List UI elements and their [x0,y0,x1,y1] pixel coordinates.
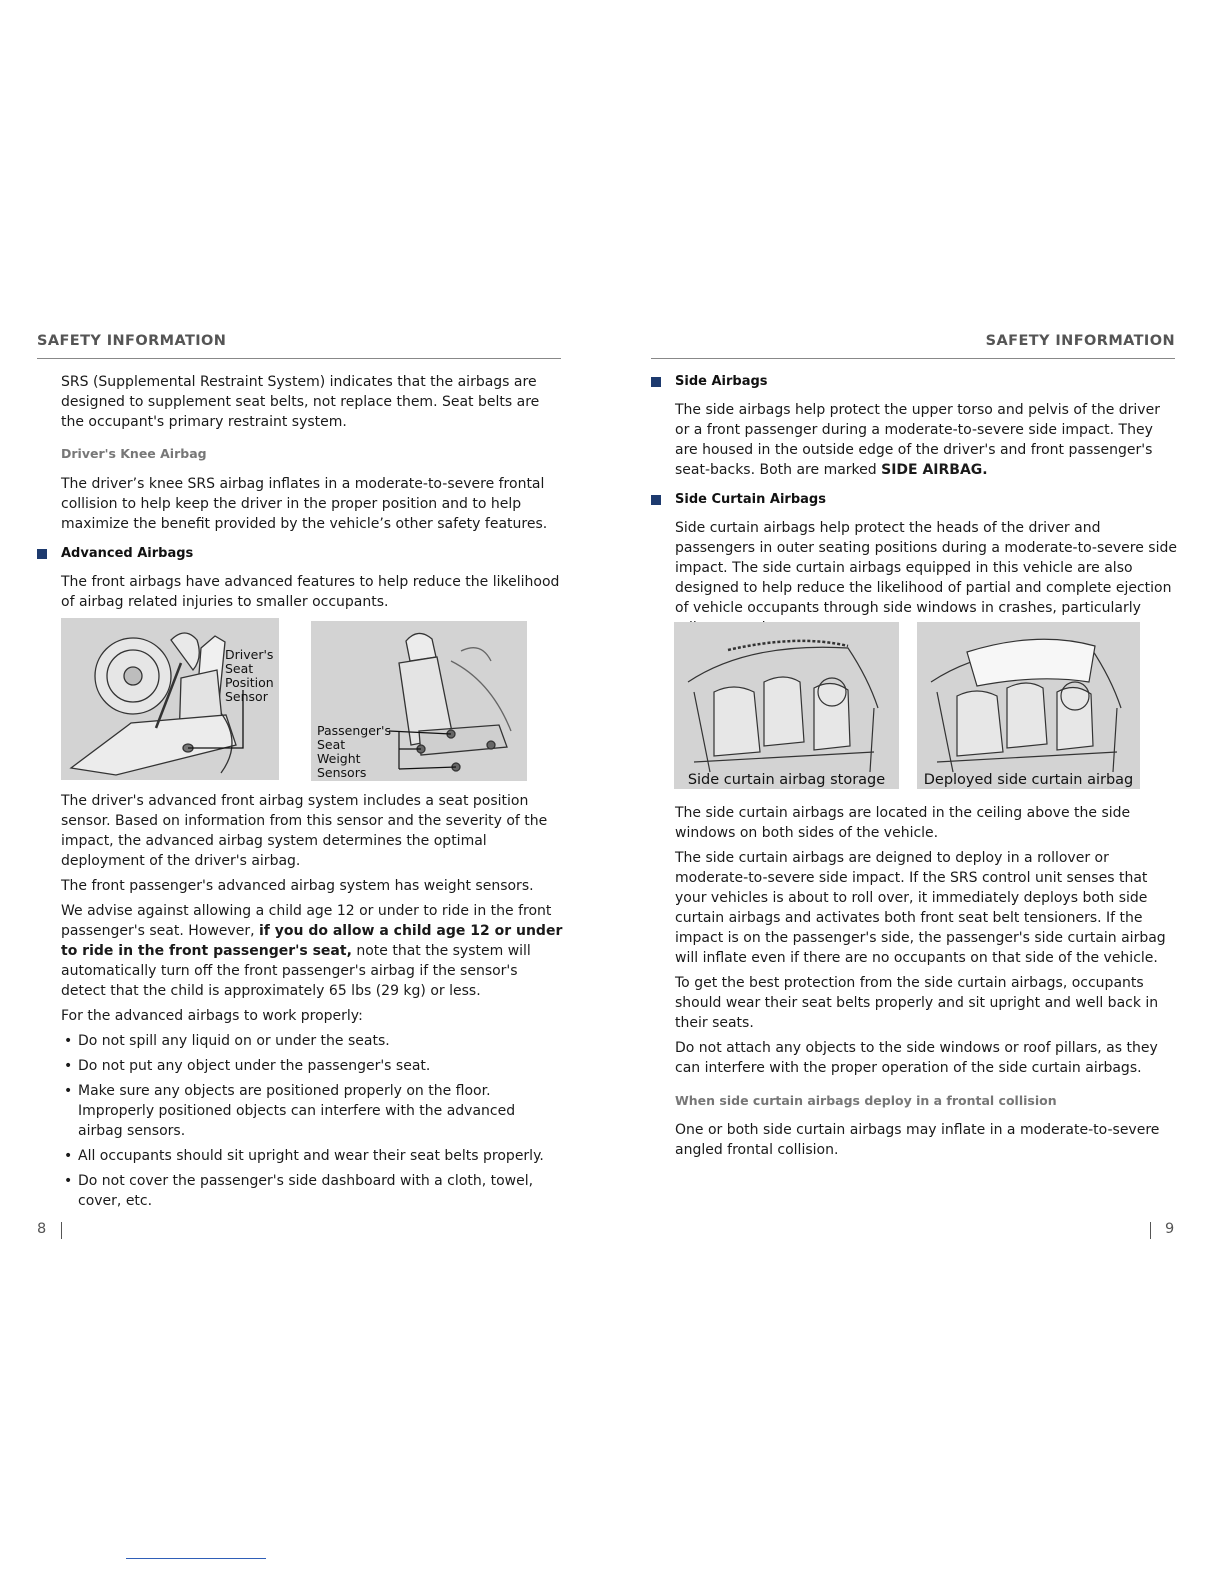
curtain-deployed-caption: Deployed side curtain airbag [923,772,1134,788]
best-protection-text: To get the best protection from the side curtain airbags, occupants should wear their seat belts properly and sit upright and well back in their seats. [675,975,1159,1031]
left-column-top [61,372,561,612]
bullet-icon: • [64,1173,73,1189]
list-item: • Do not put any object under the passenger's seat. [64,1058,431,1074]
passenger-weight-sensor-figure [311,621,527,781]
bullet-icon: • [64,1033,73,1049]
curtain-location-text: The side curtain airbags are located in the ceiling above the side windows on both sides of the vehicle. [675,805,1131,841]
bullet-icon: • [64,1083,73,1099]
driver-seat-sensor-figure [61,618,279,780]
right-column-top [675,372,1177,638]
weight-sensors-text: The front passenger's advanced airbag system has weight sensors. [61,878,534,894]
curtain-storage-figure [674,622,899,789]
square-bullet-icon [37,549,47,559]
bullet-icon: • [64,1058,73,1074]
curtain-deploy-text: The side curtain airbags are deigned to deploy in a rollover or moderate-to-severe side impact. If the SRS control unit senses that your vehicles is about to roll over, it immediately deploys both side curtain airbags and activates both front seat belt tensioners. If the impact is on the passenger's side, the passenger's side curtain airbag will inflate even if there are no occupants on that side of the vehicle. [675,850,1166,966]
right-column-bottom [675,803,1178,1160]
left-page-header: SAFETY INFORMATION [37,333,227,349]
list-item: • Do not cover the passenger's side dashboard with a cloth, towel, cover, etc. [64,1173,534,1209]
child-warning-text: We advise against allowing a child age 12 or under to ride in the front passenger's seat. However, if you do allow a child age 12 or under to ride in the front passenger's seat, note that the system will automatically turn off the front passenger's airbag if the sensor's detect that the child is approximately 65 lbs (29 kg) or less. [61,903,563,999]
left-page-number-divider [61,1222,62,1239]
srs-intro: SRS (Supplemental Restraint System) indicates that the airbags are designed to supplement seat belts, not replace them. Seat belts are the occupant's primary restraint system. [61,374,540,430]
passenger-sensor-label: Passenger's Seat Weight Sensors [317,723,391,780]
driver-sensor-label: Driver's Seat Position Sensor [225,647,274,704]
left-header-rule [37,358,561,359]
knee-airbag-heading: Driver's Knee Airbag [61,446,207,461]
right-page-number: 9 [1165,1221,1175,1237]
left-page-number: 8 [37,1221,47,1237]
square-bullet-icon [651,495,661,505]
list-item: • Do not spill any liquid on or under the seats. [64,1033,390,1049]
do-not-attach-text: Do not attach any objects to the side windows or roof pillars, as they can interfere with the proper operation of the side curtain airbags. [675,1040,1158,1076]
footer-link-line [126,1558,266,1559]
list-item: • Make sure any objects are positioned properly on the floor. Improperly positioned objects can interfere with the advanced airbag sensors. [64,1083,516,1139]
curtain-deployed-figure [917,622,1140,789]
curtain-storage-caption: Side curtain airbag storage [687,772,886,788]
car-interior-deployed-icon [917,622,1140,789]
frontal-collision-heading: When side curtain airbags deploy in a frontal collision [675,1093,1057,1108]
car-interior-storage-icon [674,622,899,789]
seat-position-sensor-text: The driver's advanced front airbag system includes a seat position sensor. Based on information from this sensor and the severity of the impact, the advanced airbag system determines the optimal deployment of the driver's airbag. [61,793,548,869]
bullet-icon: • [64,1148,73,1164]
advanced-airbags-text: The front airbags have advanced features to help reduce the likelihood of airbag related injuries to smaller occupants. [61,574,560,610]
side-curtain-airbags-heading: Side Curtain Airbags [675,490,1177,510]
left-column-bottom [61,791,563,1211]
knee-airbag-text: The driver’s knee SRS airbag inflates in a moderate-to-severe frontal collision to help keep the driver in the proper position and to help maximize the benefit provided by the vehicle’s other safety features. [61,476,548,532]
right-page-header: SAFETY INFORMATION [985,333,1175,349]
frontal-collision-text: One or both side curtain airbags may inflate in a moderate-to-severe angled frontal collision. [675,1122,1160,1158]
side-curtain-airbags-text: Side curtain airbags help protect the heads of the driver and passengers in outer seating positions during a moderate-to-severe side impact. The side curtain airbags equipped in this vehicle are also designed to help reduce the likelihood of partial and complete ejection of vehicle occupants through side windows in crashes, particularly [675,520,1177,616]
side-airbags-text: The side airbags help protect the upper torso and pelvis of the driver or a front passenger during a moderate-to-severe side impact. They are housed in the outside edge of the driver's and front passenger's seat-backs. Both are marked SIDE AIRBAG. [675,402,1160,478]
square-bullet-icon [651,377,661,387]
side-airbags-heading: Side Airbags [675,372,1177,392]
list-item: • All occupants should sit upright and wear their seat belts properly. [64,1148,544,1164]
advanced-airbags-heading: Advanced Airbags [61,544,561,564]
work-properly-text: For the advanced airbags to work properly: [61,1008,363,1024]
right-page-number-divider [1150,1222,1151,1239]
right-header-rule [651,358,1175,359]
